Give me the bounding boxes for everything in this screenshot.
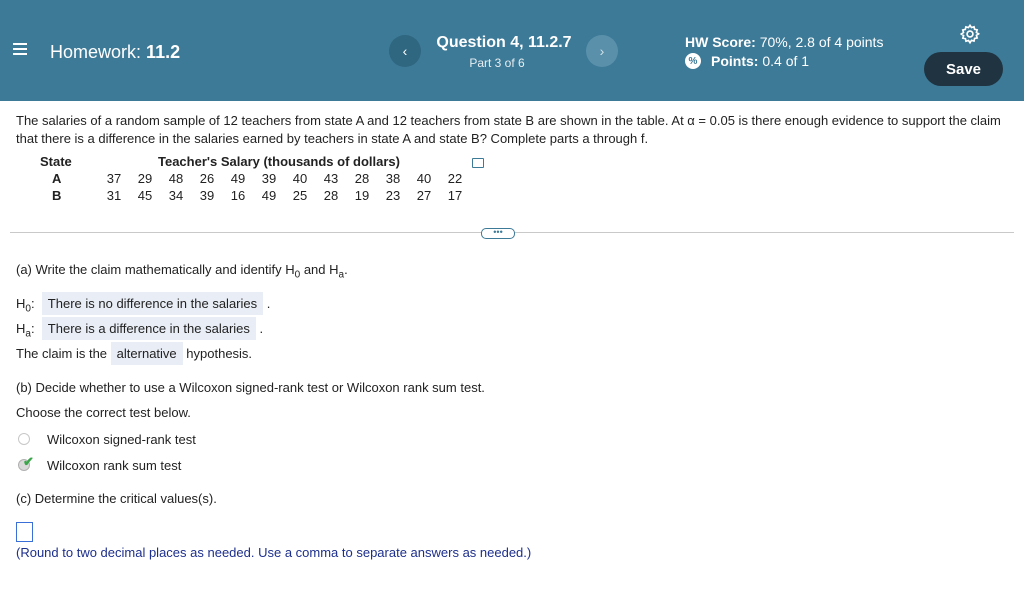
option-rank-sum-label[interactable]: Wilcoxon rank sum test bbox=[47, 458, 182, 473]
table-header-salary: Teacher's Salary (thousands of dollars) bbox=[158, 154, 400, 169]
homework-title: Homework: 11.2 bbox=[50, 42, 181, 62]
option-signed-rank-label[interactable]: Wilcoxon signed-rank test bbox=[47, 432, 196, 447]
table-cell: 34 bbox=[168, 188, 184, 203]
table-cell: 29 bbox=[137, 171, 153, 186]
part-c-prompt: (c) Determine the critical values(s). bbox=[16, 491, 217, 506]
ha-answer[interactable]: There is a difference in the salaries bbox=[42, 317, 256, 340]
next-question-button[interactable]: › bbox=[586, 35, 618, 67]
copy-table-icon[interactable] bbox=[472, 158, 484, 168]
save-button[interactable]: Save bbox=[924, 52, 1003, 86]
critical-values-input[interactable] bbox=[16, 522, 33, 542]
previous-question-button[interactable]: ‹ bbox=[389, 35, 421, 67]
table-cell: 28 bbox=[323, 188, 339, 203]
table-header-state: State bbox=[40, 154, 72, 169]
ha-row: $H_a$: There is a difference in the salaries . bbox=[16, 317, 263, 340]
table-cell: 22 bbox=[447, 171, 463, 186]
h0-row: $H_0$: There is no difference in the salaries . bbox=[16, 292, 270, 315]
row-label-a: A bbox=[52, 171, 62, 186]
part-b-prompt: (b) Decide whether to use a Wilcoxon signed-rank test or Wilcoxon rank sum test. bbox=[16, 380, 485, 395]
table-cell: 23 bbox=[385, 188, 401, 203]
part-b-instruction: Choose the correct test below. bbox=[16, 405, 191, 420]
table-cell: 49 bbox=[261, 188, 277, 203]
partial-credit-icon: % bbox=[685, 53, 701, 69]
row-label-b: B bbox=[52, 188, 62, 203]
claim-row: The claim is the alternative hypothesis. bbox=[16, 342, 252, 365]
problem-statement: The salaries of a random sample of 12 teachers from state A and 12 teachers from state B are shown in the table. At α = 0.05 is there enough evidence to support the claim that there is a difference in the salaries earned by teachers in state A and state B? Complete parts a through f. bbox=[16, 113, 1001, 146]
table-cell: 48 bbox=[168, 171, 184, 186]
h0-answer[interactable]: There is no difference in the salaries bbox=[42, 292, 263, 315]
table-cell: 19 bbox=[354, 188, 370, 203]
table-cell: 37 bbox=[106, 171, 122, 186]
rounding-hint: (Round to two decimal places as needed. Use a comma to separate answers as needed.) bbox=[16, 545, 532, 560]
part-a-prompt: (a) Write the claim mathematically and identify $H_0$ and $H_a$. bbox=[16, 262, 348, 281]
table-cell: 39 bbox=[261, 171, 277, 186]
table-cell: 17 bbox=[447, 188, 463, 203]
question-title: Question 4, 11.2.7 bbox=[436, 34, 572, 51]
table-cell: 49 bbox=[230, 171, 246, 186]
table-cell: 25 bbox=[292, 188, 308, 203]
table-cell: 43 bbox=[323, 171, 339, 186]
table-cell: 39 bbox=[199, 188, 215, 203]
menu-icon[interactable] bbox=[13, 42, 27, 56]
question-part: Part 3 of 6 bbox=[469, 56, 525, 70]
table-cell: 40 bbox=[416, 171, 432, 186]
expand-more-button[interactable]: ••• bbox=[481, 228, 515, 239]
table-cell: 38 bbox=[385, 171, 401, 186]
table-cell: 45 bbox=[137, 188, 153, 203]
correct-check-icon: ✔ bbox=[23, 454, 34, 469]
claim-answer[interactable]: alternative bbox=[111, 342, 183, 365]
points-display: % Points: 0.4 of 1 bbox=[685, 53, 809, 69]
hw-score: HW Score: 70%, 2.8 of 4 points bbox=[685, 34, 884, 50]
table-cell: 26 bbox=[199, 171, 215, 186]
header-bar bbox=[0, 0, 1024, 101]
radio-signed-rank[interactable] bbox=[18, 433, 30, 445]
table-cell: 28 bbox=[354, 171, 370, 186]
table-cell: 27 bbox=[416, 188, 432, 203]
table-cell: 40 bbox=[292, 171, 308, 186]
settings-gear-icon[interactable] bbox=[959, 23, 981, 45]
table-cell: 31 bbox=[106, 188, 122, 203]
table-cell: 16 bbox=[230, 188, 246, 203]
